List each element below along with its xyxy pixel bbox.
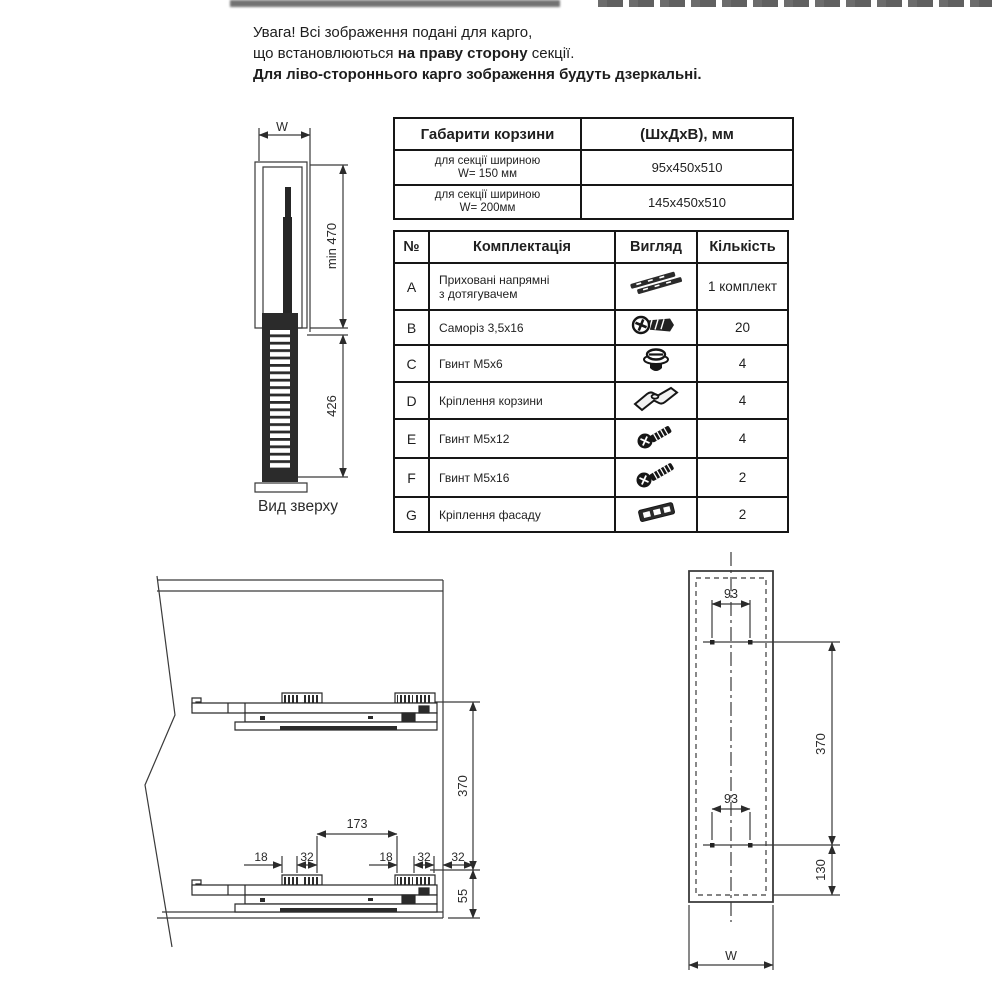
table-row	[394, 458, 788, 497]
rail-with-soft-close	[283, 187, 292, 320]
bottom-rail	[192, 875, 437, 912]
dimension-label: 370	[455, 775, 470, 797]
part-e-name: Гвинт М5х12	[429, 419, 615, 458]
part-e-id: E	[394, 419, 429, 458]
part-f-name: Гвинт М5х16	[429, 458, 615, 497]
part-d-id: D	[394, 382, 429, 419]
basket-size-200-value: 145x450x510	[581, 185, 793, 219]
table-row	[394, 185, 793, 219]
basket-mount-icon	[615, 382, 697, 419]
flange-bolt-icon	[615, 345, 697, 382]
part-d-name: Кріплення корзини	[429, 382, 615, 419]
part-g-name: Кріплення фасаду	[429, 497, 615, 532]
section-width-200-label: для секції шириною W= 200мм	[394, 185, 581, 219]
top-rail	[192, 693, 437, 730]
panel-break-line	[145, 576, 175, 947]
dimension-label: 370	[813, 733, 828, 755]
dimension-label: 93	[724, 587, 738, 601]
part-a-name: Приховані напрямні з дотягувачем	[429, 263, 615, 310]
dimension-label: 55	[455, 888, 470, 904]
part-b-id: B	[394, 310, 429, 345]
part-f-qty: 2	[697, 458, 788, 497]
notice-line-1: Увага! Всі зображення подані для карго,	[253, 24, 533, 41]
drawing-caption: Вид зверху	[257, 498, 339, 515]
dimension-label: W	[276, 120, 288, 134]
dimensions-table	[393, 117, 794, 220]
notice-line-3: Для ліво-стороннього карго зображення будуть дзеркальні.	[253, 66, 702, 83]
pan-bolt-icon	[615, 458, 697, 497]
part-f-id: F	[394, 458, 429, 497]
rails-icon	[615, 263, 697, 310]
part-a-qty: 1 комплект	[697, 263, 788, 310]
section-width-150-label: для секції шириною W= 150 мм	[394, 150, 581, 185]
notice-text	[253, 22, 873, 85]
dimension-label: min 470	[324, 222, 339, 270]
dimension-label: 32	[451, 850, 465, 864]
front-view-drawing	[635, 540, 865, 980]
wire-basket	[262, 313, 298, 482]
countersunk-screw-icon	[615, 310, 697, 345]
part-c-qty: 4	[697, 345, 788, 382]
parts-header-qty: Кількість	[697, 231, 788, 263]
table-row	[394, 497, 788, 532]
dimension-label: 173	[346, 817, 368, 831]
dimension-label: 18	[379, 850, 393, 864]
dimension-label: 18	[254, 850, 268, 864]
dimension-label: 130	[813, 859, 828, 881]
parts-header-view: Вигляд	[615, 231, 697, 263]
basket-size-150-value: 95x450x510	[581, 150, 793, 185]
cropped-text-strip-left	[230, 0, 560, 7]
part-c-name: Гвинт М5х6	[429, 345, 615, 382]
pan-bolt-icon	[615, 419, 697, 458]
dimension-label: W	[725, 949, 737, 963]
notice-line-2: що встановлюються на праву сторону секції.	[253, 45, 575, 62]
table-row	[394, 310, 788, 345]
part-b-name: Саморіз 3,5х16	[429, 310, 615, 345]
parts-table	[393, 230, 789, 533]
parts-header-num: №	[394, 231, 429, 263]
part-a-id: A	[394, 263, 429, 310]
side-view-drawing	[140, 560, 500, 960]
dimension-label: 426	[324, 395, 339, 417]
part-g-id: G	[394, 497, 429, 532]
table-row	[394, 382, 788, 419]
part-b-qty: 20	[697, 310, 788, 345]
dimension-label: 32	[417, 850, 431, 864]
table-row	[394, 345, 788, 382]
dimensions-table-header-size: Габарити корзини	[394, 118, 581, 150]
part-g-qty: 2	[697, 497, 788, 532]
part-c-id: C	[394, 345, 429, 382]
dimensions-table-header-whd: (ШхДхВ), мм	[581, 118, 793, 150]
dimension-label: 32	[300, 850, 314, 864]
facade-mount-icon	[615, 497, 697, 532]
part-e-qty: 4	[697, 419, 788, 458]
parts-header-name: Комплектація	[429, 231, 615, 263]
part-d-qty: 4	[697, 382, 788, 419]
table-row	[394, 263, 788, 310]
table-row	[394, 419, 788, 458]
cropped-text-strip-right	[598, 0, 992, 7]
top-view-drawing	[230, 105, 360, 515]
dimension-label: 93	[724, 792, 738, 806]
table-row	[394, 150, 793, 185]
